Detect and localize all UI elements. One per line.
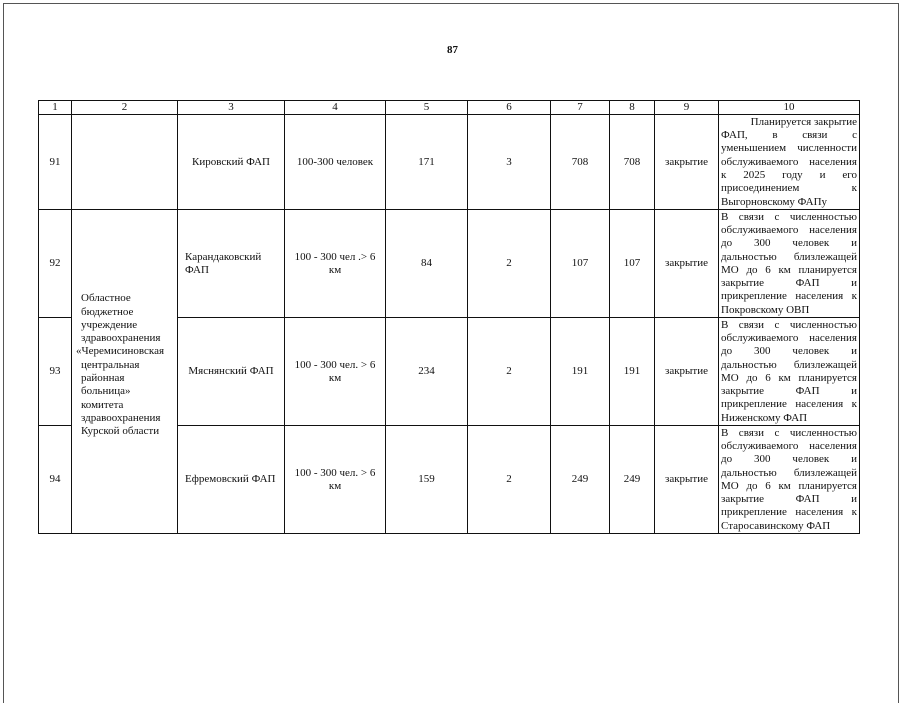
org-cell (72, 210, 178, 534)
fap-name: Ефремовский ФАП (178, 426, 285, 534)
description-line: уменьшением численности (721, 142, 857, 155)
population-range: 100-300 человек (285, 115, 386, 210)
row-number: 91 (39, 115, 72, 210)
org-line: «Черемисиновская (76, 345, 165, 358)
population-range: 100 - 300 чел. > 6 км (285, 426, 386, 534)
value-col7: 107 (551, 210, 610, 318)
description-line: ФАП, в связи с (721, 129, 857, 142)
description-line: до 300 человек и (721, 453, 857, 466)
description (719, 318, 860, 426)
description-line: закрытие ФАП и (721, 493, 857, 506)
org-line: районная (81, 372, 125, 385)
column-header: 7 (551, 101, 610, 115)
org-cell-empty (72, 115, 178, 210)
header-row (39, 101, 860, 115)
table-row (39, 115, 860, 210)
org-line: здравоохранения (81, 332, 161, 345)
value-col6: 2 (468, 318, 551, 426)
column-header: 8 (610, 101, 655, 115)
value-col5: 84 (386, 210, 468, 318)
fap-name: Кировский ФАП (178, 115, 285, 210)
fap-name: Карандаковский ФАП (178, 210, 285, 318)
population-range: 100 - 300 чел .> 6 км (285, 210, 386, 318)
value-col8: 191 (610, 318, 655, 426)
description-line: прикрепление населения к (721, 506, 857, 519)
value-col7: 249 (551, 426, 610, 534)
description-line: до 300 человек и (721, 237, 857, 250)
description-line: Планируется закрытие (750, 115, 857, 128)
org-line: учреждение (81, 318, 138, 331)
description-line: МО до 6 км планируется (721, 263, 857, 276)
description-line: МО до 6 км планируется (721, 479, 857, 492)
org-line: больница» (81, 385, 131, 398)
value-col6: 2 (468, 210, 551, 318)
value-col8: 107 (610, 210, 655, 318)
value-col5: 234 (386, 318, 468, 426)
column-header: 3 (178, 101, 285, 115)
org-line: Областное (81, 292, 131, 305)
description-line: дальностью близлежащей (721, 466, 857, 479)
description-line: обслуживаемого населения (721, 155, 857, 168)
value-col7: 708 (551, 115, 610, 210)
org-line: Курской области (81, 425, 160, 438)
description-line: обслуживаемого населения (721, 223, 857, 236)
row-number: 94 (39, 426, 72, 534)
description-line: закрытие ФАП и (721, 385, 857, 398)
action: закрытие (655, 115, 719, 210)
description-line: МО до 6 км планируется (721, 371, 857, 384)
row-number: 93 (39, 318, 72, 426)
value-col8: 708 (610, 115, 655, 210)
description-line: дальностью близлежащей (721, 358, 857, 371)
description-line: В связи с численностью (721, 318, 857, 331)
action: закрытие (655, 210, 719, 318)
description-line: прикрепление населения к (721, 290, 857, 303)
description-line: к 2025 году и его (721, 168, 857, 181)
org-line: центральная (81, 358, 140, 371)
column-header: 1 (39, 101, 72, 115)
value-col6: 2 (468, 426, 551, 534)
page-number: 87 (447, 44, 458, 56)
description-line: обслуживаемого населения (721, 331, 857, 344)
description-line: обслуживаемого населения (721, 439, 857, 452)
description (719, 210, 860, 318)
column-header: 10 (719, 101, 860, 115)
value-col8: 249 (610, 426, 655, 534)
org-line: бюджетное (81, 305, 134, 318)
column-header: 9 (655, 101, 719, 115)
description (719, 115, 860, 210)
description-line: Покровскому ОВП (721, 303, 810, 316)
description-line: В связи с численностью (721, 426, 857, 439)
column-header: 5 (386, 101, 468, 115)
column-header: 2 (72, 101, 178, 115)
column-header: 4 (285, 101, 386, 115)
description-line: прикрепление населения к (721, 398, 857, 411)
org-line: комитета (81, 398, 124, 411)
table-row (39, 210, 860, 318)
action: закрытие (655, 426, 719, 534)
fap-name: Мяснянский ФАП (178, 318, 285, 426)
value-col6: 3 (468, 115, 551, 210)
column-header: 6 (468, 101, 551, 115)
action: закрытие (655, 318, 719, 426)
value-col5: 171 (386, 115, 468, 210)
description-line: закрытие ФАП и (721, 277, 857, 290)
description-line: до 300 человек и (721, 345, 857, 358)
row-number: 92 (39, 210, 72, 318)
description-line: Ниженскому ФАП (721, 411, 808, 424)
population-range: 100 - 300 чел. > 6 км (285, 318, 386, 426)
data-table (38, 100, 860, 534)
description-line: Выгорновскому ФАПу (721, 195, 828, 208)
value-col5: 159 (386, 426, 468, 534)
description (719, 426, 860, 534)
description-line: Старосавинскому ФАП (721, 519, 831, 532)
description-line: дальностью близлежащей (721, 250, 857, 263)
value-col7: 191 (551, 318, 610, 426)
description-line: присоединением к (721, 182, 857, 195)
org-line: здравоохранения (81, 411, 161, 424)
description-line: В связи с численностью (721, 210, 857, 223)
